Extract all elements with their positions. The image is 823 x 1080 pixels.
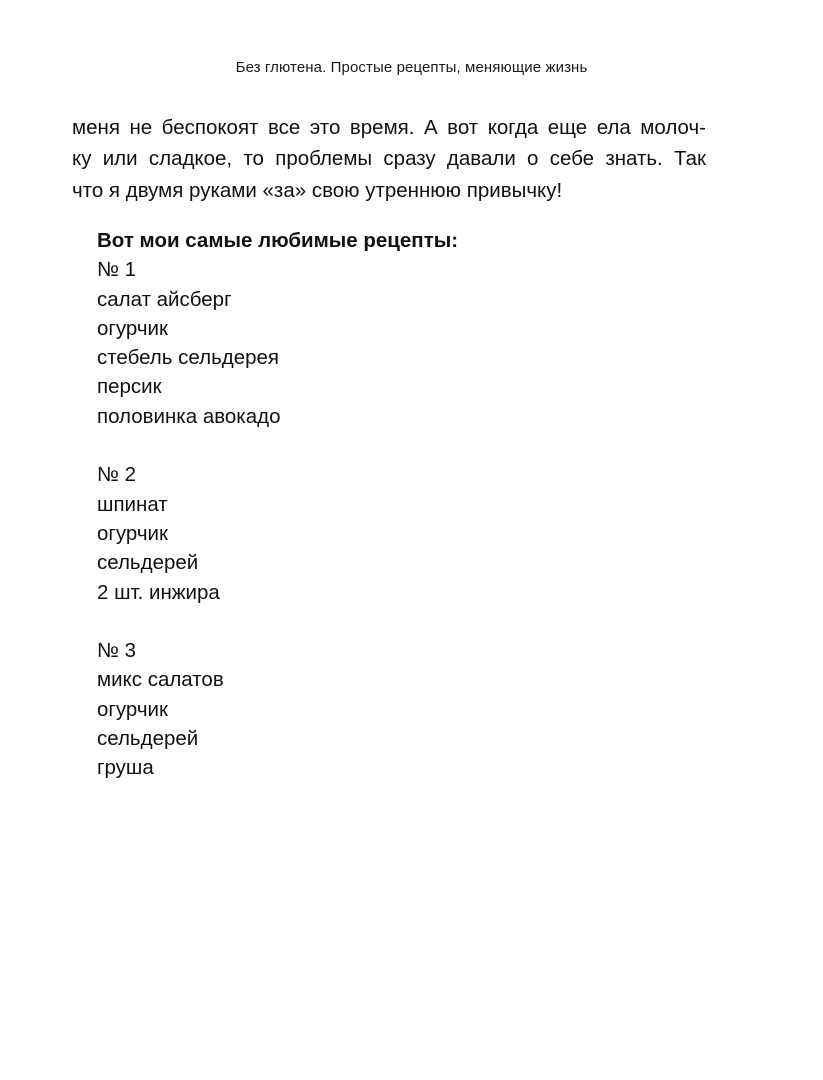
recipe-3 bbox=[97, 636, 458, 782]
recipe-ingredient: 2 шт. инжира bbox=[97, 580, 220, 604]
running-header: Без глютена. Простые рецепты, меняющие жизнь bbox=[235, 59, 588, 76]
recipe-ingredient: груша bbox=[97, 756, 154, 780]
recipe-number: № 2 bbox=[97, 463, 137, 487]
recipe-ingredient: сельдерей bbox=[97, 727, 199, 751]
recipe-ingredient: половинка авокадо bbox=[97, 404, 281, 428]
recipe-number: № 3 bbox=[97, 639, 137, 663]
recipe-ingredient: огурчик bbox=[97, 521, 168, 545]
recipe-1 bbox=[97, 255, 458, 431]
recipe-ingredient: персик bbox=[97, 375, 162, 399]
recipe-ingredient: шпинат bbox=[97, 492, 168, 516]
recipes-title: Вот мои самые любимые рецепты: bbox=[97, 229, 459, 252]
recipe-2 bbox=[97, 460, 458, 606]
recipe-ingredient: огурчик bbox=[97, 697, 168, 721]
recipe-ingredient: огурчик bbox=[97, 316, 168, 340]
recipe-ingredient: стебель сельдерея bbox=[97, 346, 280, 370]
intro-paragraph bbox=[72, 112, 706, 206]
recipe-ingredient: салат айсберг bbox=[97, 287, 232, 311]
recipe-number: № 1 bbox=[97, 258, 137, 282]
recipe-ingredient: микс салатов bbox=[97, 668, 224, 692]
intro-line: ку или сладкое, то проблемы сразу давали о себе знать. Так bbox=[72, 147, 706, 171]
recipes-section bbox=[97, 226, 458, 783]
recipe-ingredient: сельдерей bbox=[97, 551, 199, 575]
intro-line: что я двумя руками «за» свою утреннюю привычку! bbox=[72, 178, 563, 202]
intro-line: меня не беспокоят все это время. А вот когда еще ела молоч- bbox=[72, 116, 706, 139]
